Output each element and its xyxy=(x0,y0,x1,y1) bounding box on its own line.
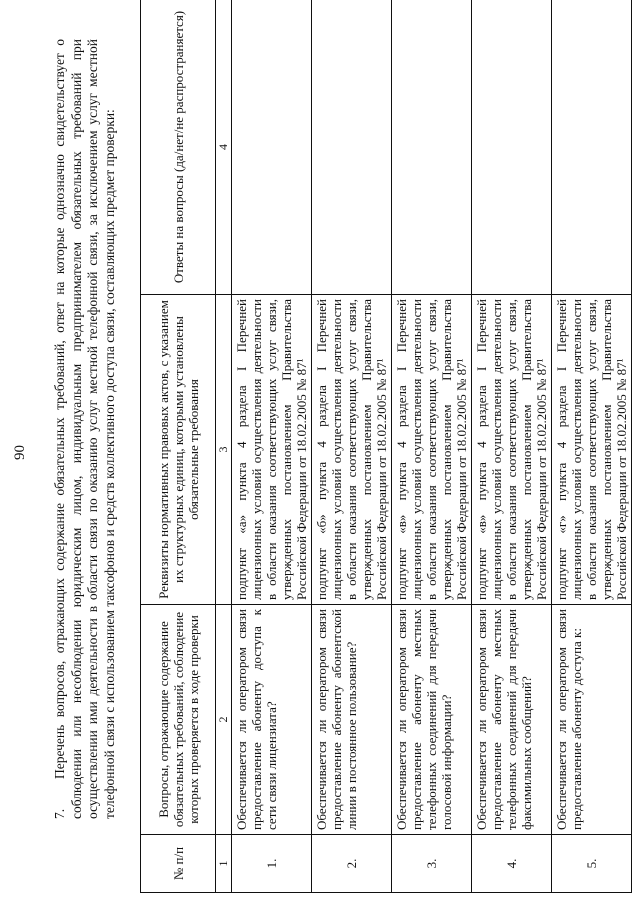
column-number: 3 xyxy=(216,295,232,605)
row-question: Обеспечивается ли оператором связи предоставление абоненту доступа к сети связи лицензиата? xyxy=(232,605,312,835)
header-questions: Вопросы, отражающие содержание обязательных требований, соблюдение которых проверяется в ходе проверки xyxy=(141,605,216,835)
column-number: 1 xyxy=(216,835,232,893)
table-row xyxy=(472,0,552,893)
table-header-row xyxy=(141,0,216,893)
row-requisites: подпункт «в» пункта 4 раздела I Перечней лицензионных условий осуществления деятельности в области оказания соответствующих услуг связи, утвержденных постановлением Правительства Российской Федерации от 18.02.2005 № 87¹ xyxy=(392,295,472,605)
row-number: 4. xyxy=(472,835,552,893)
table-row xyxy=(552,0,632,893)
row-requisites: подпункт «б» пункта 4 раздела I Перечней лицензионных условий осуществления деятельности в области оказания соответствующих услуг связи, утвержденных постановлением Правительства Российской Федерации от 18.02.2005 № 87¹ xyxy=(312,295,392,605)
table-row xyxy=(392,0,472,893)
row-number: 5. xyxy=(552,835,632,893)
header-answers: Ответы на вопросы (да/нет/не распространяется) xyxy=(141,0,216,295)
header-requisites: Реквизиты нормативных правовых актов, с указанием их структурных единиц, которыми установлены обязательные требования xyxy=(141,295,216,605)
row-number: 1. xyxy=(232,835,312,893)
row-question: Обеспечивается ли оператором связи предоставление абоненту доступа к: xyxy=(552,605,632,835)
row-requisites: подпункт «а» пункта 4 раздела I Перечней лицензионных условий осуществления деятельности в области оказания соответствующих услуг связи, утвержденных постановлением Правительства Российской Федерации от 18.02.2005 № 87¹ xyxy=(232,295,312,605)
row-requisites: подпункт «в» пункта 4 раздела I Перечней лицензионных условий осуществления деятельности в области оказания соответствующих услуг связи, утвержденных постановлением Правительства Российской Федерации от 18.02.2005 № 87¹ xyxy=(472,295,552,605)
row-number: 2. xyxy=(312,835,392,893)
row-requisites: подпункт «г» пункта 4 раздела I Перечней лицензионных условий осуществления деятельности в области оказания соответствующих услуг связи, утвержденных постановлением Правительства Российской Федерации от 18.02.2005 № 87¹ xyxy=(552,295,632,605)
row-answer-cell[interactable] xyxy=(232,0,312,295)
intro-item-number: 7. xyxy=(52,808,67,819)
column-number-row xyxy=(216,0,232,893)
table-row xyxy=(312,0,392,893)
requirements-table xyxy=(140,0,632,893)
page-number: 90 xyxy=(12,445,28,460)
header-number: № п/п xyxy=(141,835,216,893)
row-answer-cell[interactable] xyxy=(392,0,472,295)
column-number: 2 xyxy=(216,605,232,835)
intro-paragraph xyxy=(52,39,118,819)
column-number: 4 xyxy=(216,0,232,295)
row-number: 3. xyxy=(392,835,472,893)
row-answer-cell[interactable] xyxy=(552,0,632,295)
row-answer-cell[interactable] xyxy=(312,0,392,295)
row-question: Обеспечивается ли оператором связи предоставление абоненту абонентской линии в постоянное пользование? xyxy=(312,605,392,835)
row-question: Обеспечивается ли оператором связи предоставление абоненту местных телефонных соединений для передачи голосовой информации? xyxy=(392,605,472,835)
row-answer-cell[interactable] xyxy=(472,0,552,295)
table-row xyxy=(232,0,312,893)
row-question: Обеспечивается ли оператором связи предоставление абоненту местных телефонных соединений для передачи факсимильных сообщений? xyxy=(472,605,552,835)
intro-text: Перечень вопросов, отражающих содержание обязательных требований, ответ на которые однозначно свидетельствует о соблюдении или несоблюдении юридическим лицом, индивидуальным предпринимателем обязательных требований при осуществлении ими деятельности в области связи по оказанию услуг местной телефонной связи, за исключением услуг местной телефонной связи с использованием таксофонов и средств коллективного доступа связи, составляющих предмет проверки: xyxy=(52,39,117,819)
